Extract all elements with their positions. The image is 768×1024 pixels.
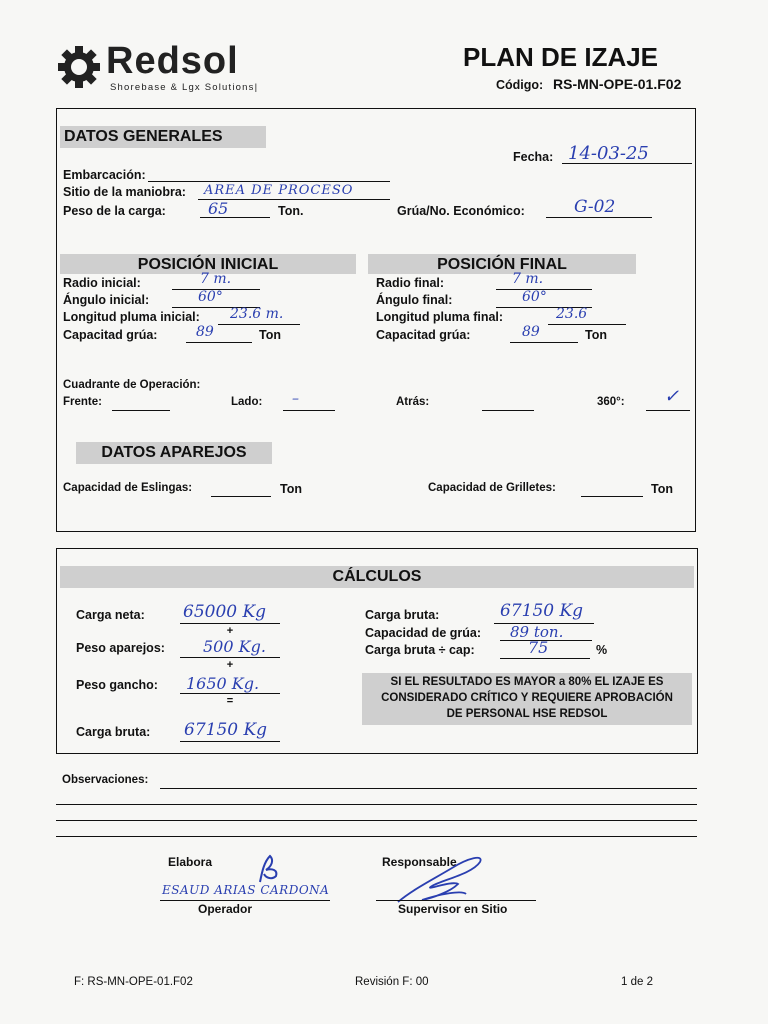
page-title: PLAN DE IZAJE <box>463 42 659 72</box>
radio-final-label: Radio final: <box>376 276 445 290</box>
capacidad-inicial-value[interactable]: 89 <box>196 324 214 340</box>
elabora-label: Elabora <box>168 855 213 869</box>
peso-label: Peso de la carga: <box>63 204 166 218</box>
r-carga-bruta-label: Carga bruta: <box>365 608 440 622</box>
datos-generales-title: DATOS GENERALES <box>64 128 223 145</box>
elabora-name[interactable]: ESAUD ARIAS CARDONA <box>162 883 330 897</box>
code-value: RS-MN-OPE-01.F02 <box>553 76 682 92</box>
warning-line-3: DE PERSONAL HSE REDSOL <box>446 708 608 720</box>
eslingas-unit: Ton <box>280 482 302 496</box>
r-capacidad-label: Capacidad de grúa: <box>365 626 481 640</box>
atras-label: Atrás: <box>396 396 430 408</box>
gear-icon <box>58 46 100 88</box>
grilletes-field[interactable] <box>581 496 643 497</box>
radio-inicial-value[interactable]: 7 m. <box>200 271 232 287</box>
grilletes-label: Capacidad de Grilletes: <box>428 482 556 494</box>
r360-check[interactable]: ✓ <box>664 386 680 407</box>
capacidad-inicial-unit: Ton <box>259 328 281 342</box>
footer-page: 1 de 2 <box>621 976 653 988</box>
fecha-label: Fecha: <box>513 150 554 164</box>
pos-inicial-title: POSICIÓN INICIAL <box>137 256 279 273</box>
longitud-inicial-label: Longitud pluma inicial: <box>63 310 200 324</box>
frente-label: Frente: <box>63 396 102 408</box>
peso-aparejos-label: Peso aparejos: <box>76 641 165 655</box>
longitud-final-value[interactable]: 23.6 <box>556 306 588 322</box>
footer-revision: Revisión F: 00 <box>355 976 429 988</box>
peso-aparejos-value[interactable]: 500 Kg. <box>203 637 266 656</box>
sitio-value[interactable]: AREA DE PROCESO <box>204 183 354 198</box>
footer-code: F: RS-MN-OPE-01.F02 <box>74 976 193 988</box>
pos-final-title: POSICIÓN FINAL <box>437 256 567 273</box>
supervisor-signature <box>392 850 492 910</box>
equals-sign: = <box>226 695 234 707</box>
eslingas-field[interactable] <box>211 496 271 497</box>
cuadrante-label: Cuadrante de Operación: <box>63 379 201 391</box>
capacidad-final-unit: Ton <box>585 328 607 342</box>
lado-label: Lado: <box>231 396 263 408</box>
grua-label: Grúa/No. Económico: <box>397 204 525 218</box>
code-label: Código: <box>496 78 544 92</box>
sitio-label: Sitio de la maniobra: <box>63 185 186 199</box>
radio-inicial-label: Radio inicial: <box>63 276 141 290</box>
observaciones-line-3[interactable] <box>56 820 697 821</box>
r-carga-bruta-value[interactable]: 67150 Kg <box>500 601 584 621</box>
angulo-final-label: Ángulo final: <box>376 293 453 307</box>
carga-neta-value[interactable]: 65000 Kg <box>183 602 267 622</box>
peso-gancho-label: Peso gancho: <box>76 678 158 692</box>
operador-label: Operador <box>198 902 253 916</box>
peso-gancho-value[interactable]: 1650 Kg. <box>186 674 260 693</box>
eslingas-label: Capacidad de Eslingas: <box>63 482 193 494</box>
observaciones-line-4[interactable] <box>56 836 697 837</box>
r-capacidad-value[interactable]: 89 ton. <box>510 623 564 641</box>
grilletes-unit: Ton <box>651 482 673 496</box>
warning-line-1: SI EL RESULTADO ES MAYOR a 80% EL IZAJE ES <box>390 676 664 688</box>
longitud-final-label: Longitud pluma final: <box>376 310 504 324</box>
warning-line-2: CONSIDERADO CRÍTICO Y REQUIERE APROBACIÓN <box>381 692 673 704</box>
carga-bruta-value[interactable]: 67150 Kg <box>184 720 268 740</box>
angulo-inicial-label: Ángulo inicial: <box>63 293 150 307</box>
embarcacion-label: Embarcación: <box>63 168 146 182</box>
grua-value[interactable]: G-02 <box>574 197 616 217</box>
r-ratio-unit: % <box>596 643 608 657</box>
peso-unit: Ton. <box>278 204 304 218</box>
brand-name: Redsol <box>106 40 239 82</box>
elabora-signature <box>252 852 286 886</box>
observaciones-line-2[interactable] <box>56 804 697 805</box>
logo <box>58 40 288 96</box>
radio-final-value[interactable]: 7 m. <box>512 271 544 287</box>
r360-label: 360°: <box>597 396 625 408</box>
lado-value[interactable]: – <box>292 391 299 407</box>
longitud-inicial-value[interactable]: 23.6 m. <box>230 306 284 322</box>
carga-neta-label: Carga neta: <box>76 608 145 622</box>
observaciones-line-1[interactable] <box>160 788 697 789</box>
brand-tagline: Shorebase & Lgx Solutions| <box>110 82 259 93</box>
r-ratio-label: Carga bruta ÷ cap: <box>365 643 475 657</box>
fecha-value[interactable]: 14-03-25 <box>568 143 649 164</box>
angulo-final-value[interactable]: 60° <box>522 289 547 305</box>
peso-value[interactable]: 65 <box>208 199 229 218</box>
observaciones-label: Observaciones: <box>62 774 149 786</box>
capacidad-inicial-label: Capacitad grúa: <box>63 328 158 342</box>
plus-sign-2: + <box>226 659 234 671</box>
carga-bruta-label: Carga bruta: <box>76 725 151 739</box>
responsable-label: Responsable <box>382 855 457 869</box>
supervisor-label: Supervisor en Sitio <box>398 902 508 916</box>
datos-aparejos-title: DATOS APAREJOS <box>101 444 247 461</box>
angulo-inicial-value[interactable]: 60° <box>198 289 223 305</box>
capacidad-final-value[interactable]: 89 <box>522 324 540 340</box>
r-ratio-value[interactable]: 75 <box>528 638 549 657</box>
calculos-title: CÁLCULOS <box>332 568 422 585</box>
capacidad-final-label: Capacitad grúa: <box>376 328 471 342</box>
plus-sign-1: + <box>226 625 234 637</box>
